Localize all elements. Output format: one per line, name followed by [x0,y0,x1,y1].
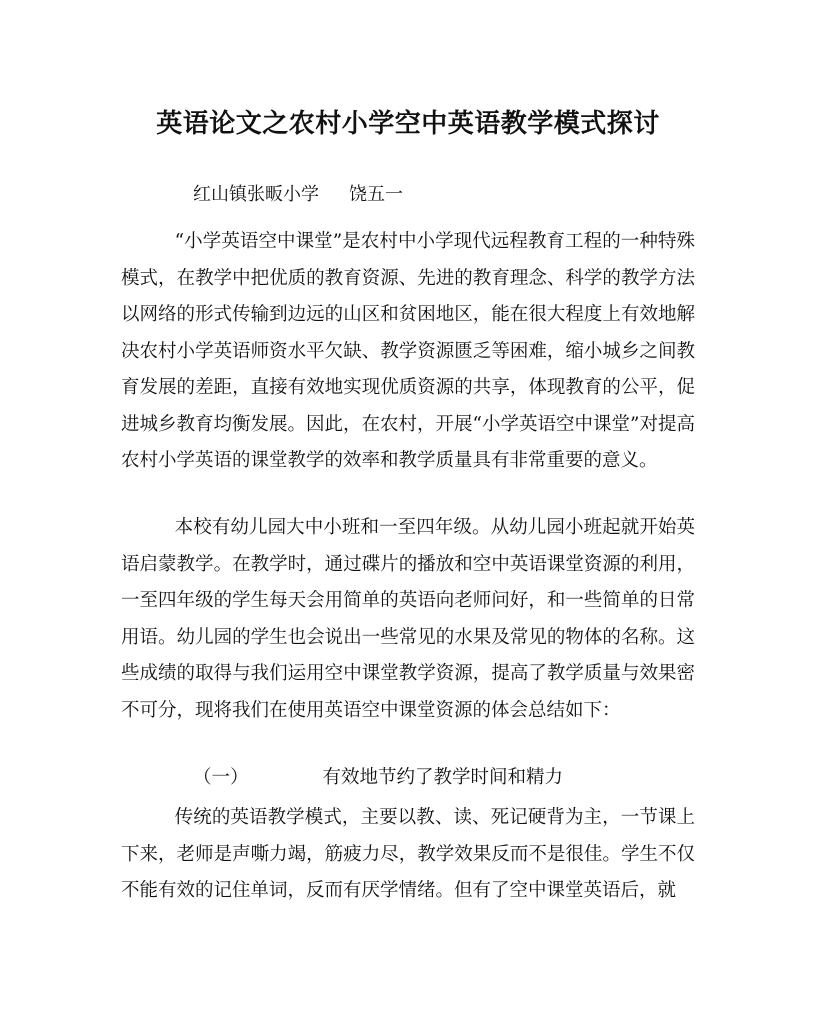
byline [193,182,403,208]
byline-school: 红山镇张畈小学 [193,184,319,205]
paragraph-3: 传统的英语教学模式，主要以教、读、死记硬背为主，一节课上下来，老师是声嘶力竭，筋疲力尽，教学效果反而不是很佳。学生不仅不能有效的记住单词，反而有厌学情绪。但有了空中课堂英语后，就 [121,807,695,901]
paragraph-block-1 [121,224,695,480]
paragraph-2: 本校有幼儿园大中小班和一至四年级。从幼儿园小班起就开始英语启蒙教学。在教学时，通过碟片的播放和空中英语课堂资源的利用，一至四年级的学生每天会用简单的英语向老师问好，和一些简单的日常用语。幼儿园的学生也会说出一些常见的水果及常见的物体的名称。这些成绩的取得与我们运用空中课堂教学资源，提高了教学质量与效果密不可分，现将我们在使用英语空中课堂资源的体会总结如下： [121,517,695,721]
paragraph-1: “小学英语空中课堂”是农村中小学现代远程教育工程的一种特殊模式，在教学中把优质的教育资源、先进的教育理念、科学的教学方法以网络的形式传输到边远的山区和贫困地区，能在很大程度上有效地解决农村小学英语师资水平欠缺、教学资源匮乏等困难，缩小城乡之间教育发展的差距，直接有效地实现优质资源的共享，体现教育的公平，促进城乡教育均衡发展。因此，在农村，开展“小学英语空中课堂”对提高农村小学英语的课堂教学的效率和教学质量具有非常重要的意义。 [121,231,695,471]
document-title: 英语论文之农村小学空中英语教学模式探讨 [156,109,660,139]
paragraph-block-2 [121,510,695,729]
byline-author: 饶五一 [349,184,403,205]
section-heading-number: （一） [193,767,249,788]
section-heading-text: 有效地节约了教学时间和精力 [322,767,564,788]
paragraph-block-3 [121,800,695,910]
section-heading [193,764,563,792]
